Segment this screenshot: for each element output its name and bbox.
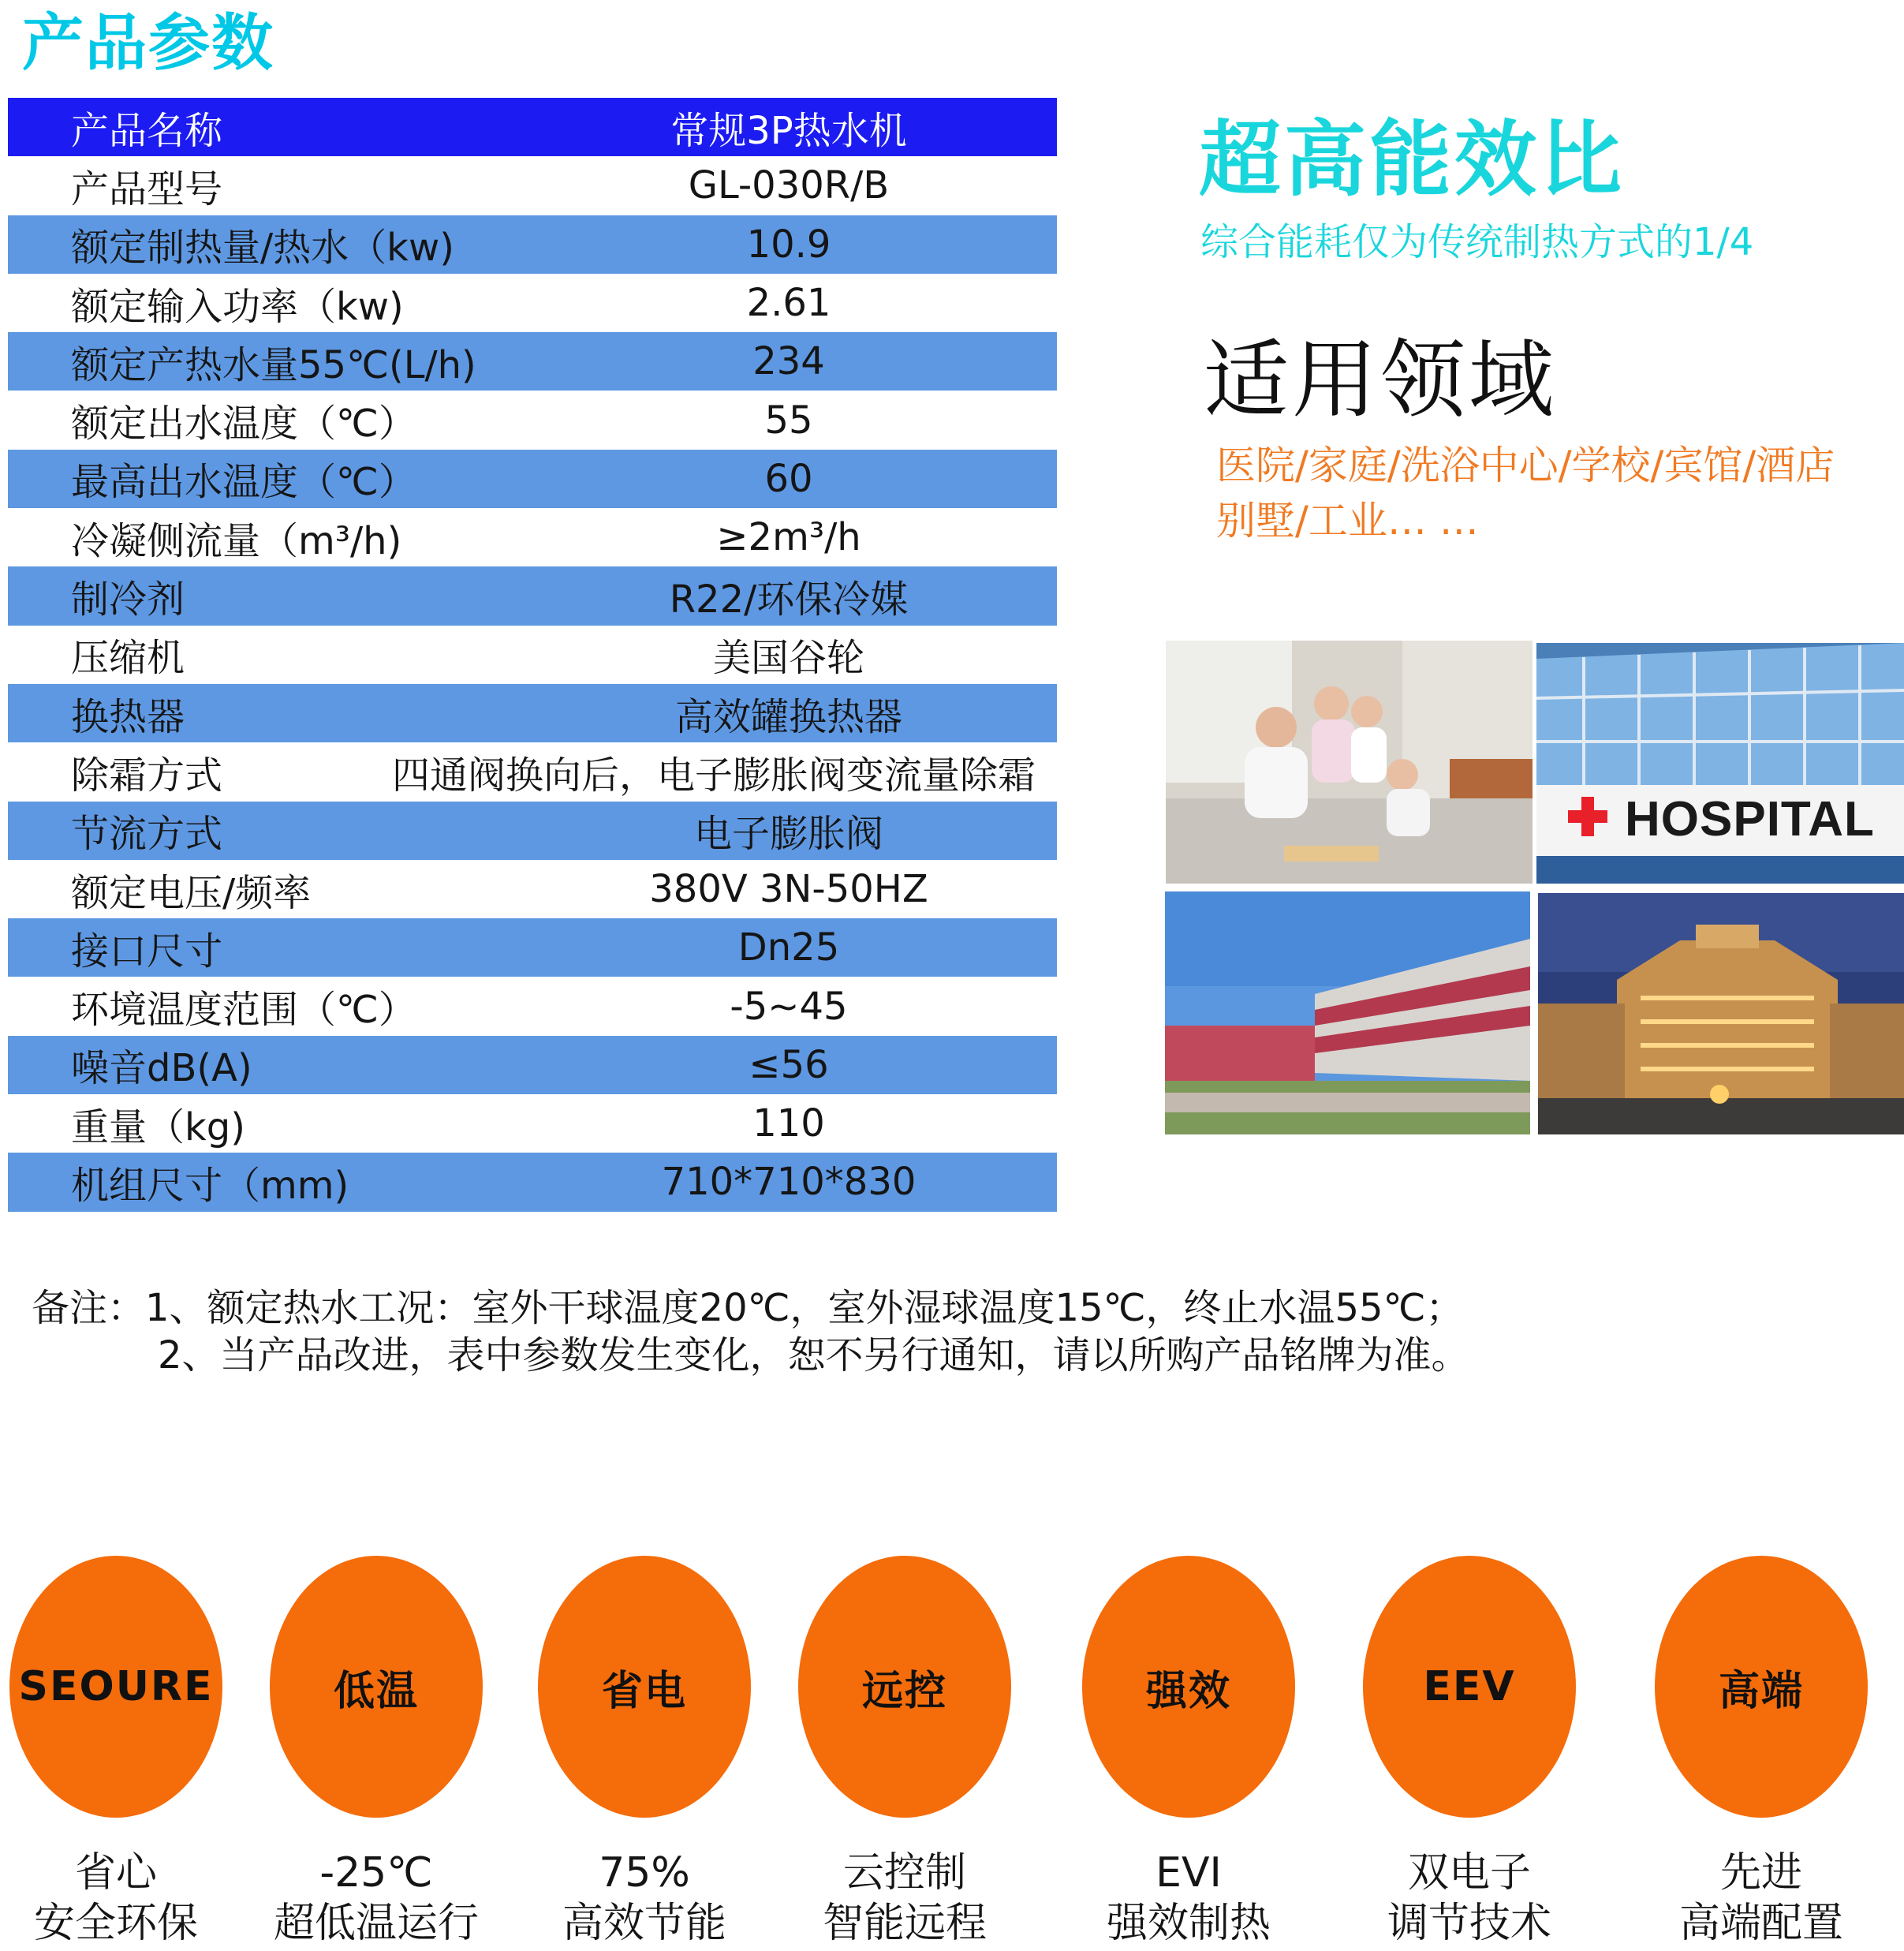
table-row — [8, 684, 1057, 742]
feature-low-temp — [270, 1556, 483, 1947]
feature-badge: 高端 — [1655, 1556, 1868, 1818]
feature-badge: SEOURE — [9, 1556, 222, 1818]
spec-value: 高效罐换热器 — [674, 694, 902, 739]
feature-caption — [238, 1848, 514, 1949]
spec-label: 制冷剂 — [71, 577, 185, 622]
spec-label: 额定输入功率（kw) — [71, 284, 404, 329]
table-row — [8, 215, 1057, 274]
feature-caption-line: 先进 — [1719, 1849, 1802, 1897]
spec-label: 额定出水温度（℃） — [71, 402, 416, 447]
spec-label: 换热器 — [71, 694, 185, 739]
spec-value: 710*710*830 — [661, 1160, 917, 1205]
spec-label: 机组尺寸（mm) — [71, 1163, 349, 1208]
spec-label: 额定电压/频率 — [71, 870, 312, 915]
table-row — [8, 566, 1057, 625]
feature-caption — [1331, 1848, 1607, 1949]
feature-caption-line: 高端配置 — [1678, 1900, 1843, 1947]
table-row — [8, 1153, 1057, 1211]
table-row — [8, 742, 1057, 801]
feature-power-saving — [538, 1556, 751, 1947]
feature-high-end — [1655, 1556, 1868, 1947]
table-row — [8, 391, 1057, 449]
table-row — [8, 626, 1057, 684]
spec-value: -5~45 — [730, 984, 848, 1029]
spec-label: 最高出水温度（℃） — [71, 460, 416, 505]
applications-heading: 适用领域 — [1204, 331, 1558, 430]
feature-caption-line: 强效制热 — [1106, 1900, 1271, 1947]
spec-value: 四通阀换向后，电子膨胀阀变流量除霜 — [391, 753, 1036, 798]
hospital-photo — [1536, 643, 1904, 884]
feature-caption-line: 75% — [599, 1849, 690, 1897]
feature-caption-line: 智能远程 — [822, 1900, 987, 1947]
spec-label: 产品型号 — [71, 166, 223, 211]
feature-badge: 强效 — [1082, 1556, 1295, 1818]
feature-badge: EEV — [1363, 1556, 1576, 1818]
spec-label: 压缩机 — [71, 636, 185, 681]
table-row — [8, 918, 1057, 977]
applications-list — [1216, 438, 1835, 548]
spec-value: 234 — [752, 339, 825, 384]
spec-table — [8, 98, 1057, 1212]
feature-caption-line: 省心 — [74, 1849, 157, 1897]
note-line: 备注：1、额定热水工况：室外干球温度20℃，室外湿球温度15℃，终止水温55℃； — [32, 1286, 1464, 1330]
feature-badge: 远控 — [798, 1556, 1011, 1818]
spec-value: 55 — [764, 398, 813, 443]
feature-caption-line: 超低温运行 — [273, 1900, 479, 1947]
feature-caption-line: -25℃ — [319, 1849, 433, 1897]
spec-value: 常规3P热水机 — [670, 108, 907, 153]
spec-value: 110 — [752, 1101, 825, 1146]
hotel-photo — [1538, 893, 1904, 1134]
spec-label: 额定制热量/热水（kw) — [71, 226, 454, 271]
table-row — [8, 1094, 1057, 1153]
applications-line: 别墅/工业… … — [1216, 498, 1479, 544]
note-line: 2、当产品改进，表中参数发生变化，恕不另行通知，请以所购产品铭牌为准。 — [158, 1333, 1469, 1377]
spec-label: 噪音dB(A) — [71, 1046, 252, 1091]
table-row — [8, 156, 1057, 215]
feature-caption-line: 调节技术 — [1387, 1900, 1551, 1947]
table-row — [8, 802, 1057, 860]
feature-caption-line: EVI — [1155, 1849, 1222, 1897]
feature-caption — [0, 1848, 254, 1949]
spec-value: ≥2m³/h — [716, 515, 861, 560]
efficiency-heading: 超高能效比 — [1199, 111, 1626, 207]
feature-caption — [767, 1848, 1043, 1949]
feature-strong-heating — [1082, 1556, 1295, 1947]
table-row — [8, 98, 1057, 156]
spec-value: Dn25 — [737, 925, 840, 970]
spec-value: 2.61 — [746, 281, 831, 326]
feature-caption-line: 安全环保 — [33, 1900, 198, 1947]
table-row — [8, 274, 1057, 332]
school-photo — [1165, 891, 1530, 1134]
spec-value: 美国谷轮 — [712, 636, 864, 681]
spec-label: 环境温度范围（℃） — [71, 988, 416, 1033]
spec-value: ≤56 — [749, 1042, 829, 1087]
table-row — [8, 860, 1057, 918]
feature-secure — [9, 1556, 222, 1947]
table-row — [8, 1036, 1057, 1094]
spec-label: 额定产热水量55℃(L/h) — [71, 342, 476, 387]
feature-caption-line: 云控制 — [842, 1849, 966, 1897]
spec-value: 60 — [764, 456, 813, 501]
feature-caption-line: 高效节能 — [562, 1900, 726, 1947]
applications-line: 医院/家庭/洗浴中心/学校/宾馆/酒店 — [1216, 443, 1835, 488]
feature-caption-line: 双电子 — [1407, 1849, 1531, 1897]
feature-caption — [506, 1848, 782, 1949]
spec-label: 接口尺寸 — [71, 929, 223, 974]
feature-badge: 省电 — [538, 1556, 751, 1818]
spec-value: 电子膨胀阀 — [693, 812, 883, 857]
spec-value: 380V 3N-50HZ — [649, 867, 928, 911]
feature-eev — [1363, 1556, 1576, 1947]
spec-value: 10.9 — [746, 222, 831, 267]
spec-label: 产品名称 — [71, 108, 223, 153]
spec-value: R22/环保冷媒 — [669, 577, 909, 622]
family-photo — [1166, 641, 1533, 884]
spec-label: 除霜方式 — [71, 753, 223, 798]
notes — [32, 1284, 1469, 1379]
spec-label: 冷凝侧流量（m³/h) — [71, 518, 402, 563]
feature-caption — [1051, 1848, 1327, 1949]
table-row — [8, 332, 1057, 391]
table-row — [8, 508, 1057, 566]
spec-label: 节流方式 — [71, 812, 223, 857]
feature-caption — [1623, 1848, 1899, 1949]
spec-value: GL-030R/B — [688, 163, 890, 208]
hospital-sign-text: HOSPITAL — [1625, 792, 1875, 847]
spec-label: 重量（kg) — [71, 1104, 245, 1149]
feature-remote-control — [798, 1556, 1011, 1947]
table-row — [8, 977, 1057, 1035]
feature-badge: 低温 — [270, 1556, 483, 1818]
efficiency-subtext: 综合能耗仅为传统制热方式的1/4 — [1200, 220, 1754, 264]
table-row — [8, 450, 1057, 508]
page-title: 产品参数 — [22, 8, 275, 79]
